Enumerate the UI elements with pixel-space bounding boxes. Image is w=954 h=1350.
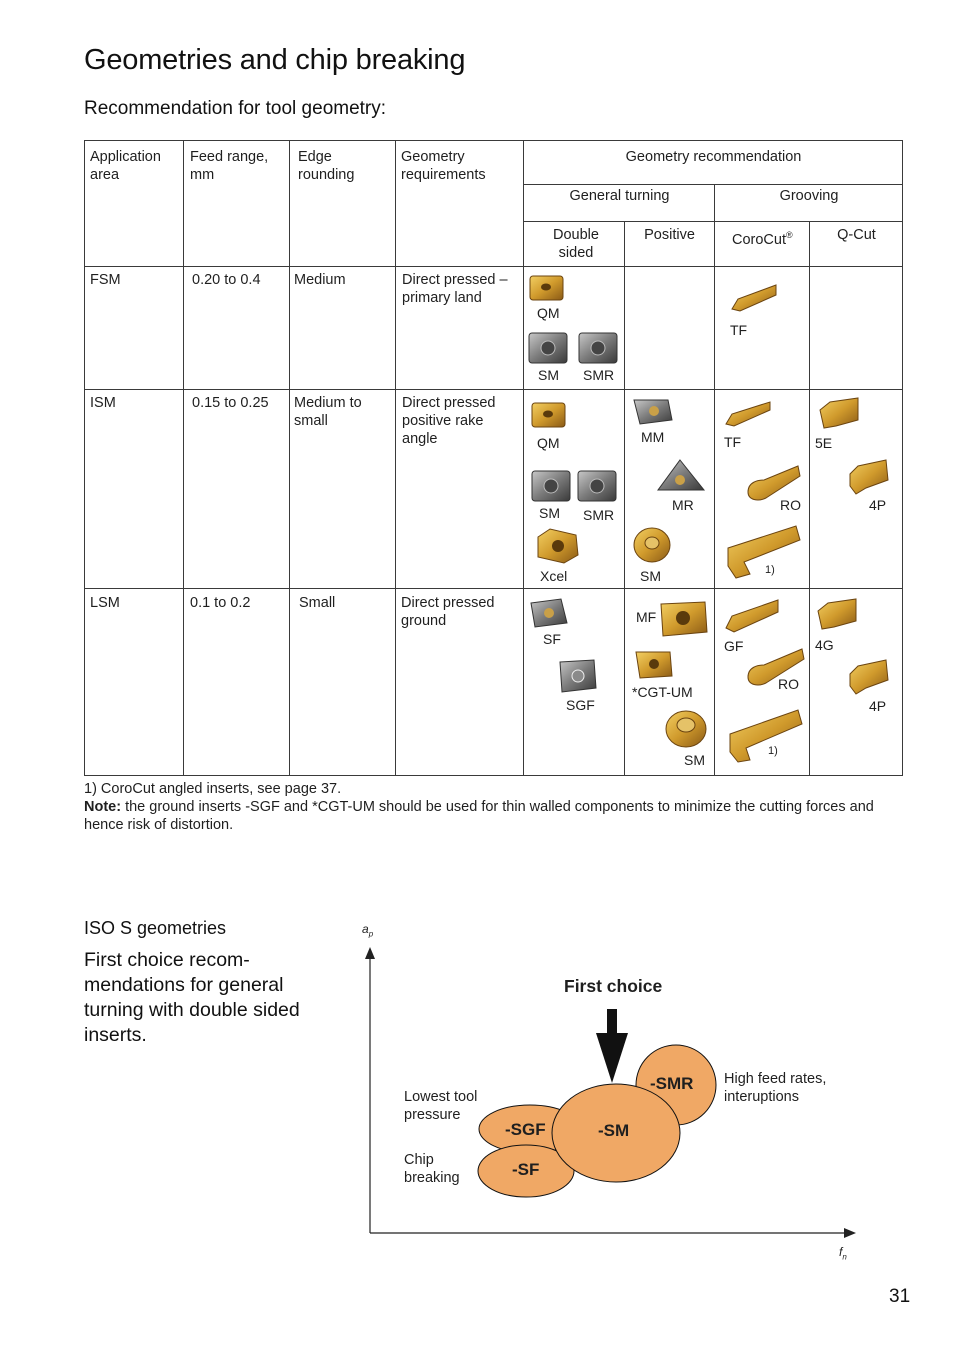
row-lsm-feed: 0.1 to 0.2 (190, 595, 251, 611)
insert-4g-qcut-icon (814, 597, 860, 633)
y-axis-arrow (365, 947, 375, 959)
page-title: Geometries and chip breaking (84, 44, 466, 76)
label-lsm-cgt-um: *CGT-UM (632, 684, 693, 700)
y-axis-label: $a_p$ (362, 922, 374, 939)
label-ism-smr: SMR (583, 507, 615, 523)
ellipse-sf-label: -SF (512, 1160, 540, 1179)
row-fsm-feed: 0.20 to 0.4 (192, 272, 261, 288)
insert-smr-grey-icon (577, 331, 619, 365)
insert-tf-corocut-icon (728, 281, 780, 315)
insert-sm-grey-icon (527, 331, 569, 365)
header-geometry-requirements: Geometry requirements (401, 149, 486, 183)
label-lsm-gf: GF (724, 638, 744, 654)
insert-smr-grey-icon (576, 469, 618, 503)
label-ism-mm: MM (641, 429, 665, 445)
label-ism-qm: QM (537, 435, 560, 451)
x-axis-label: $f_n$ (839, 1245, 847, 1262)
insert-angled-corocut-icon (726, 706, 806, 766)
footnote-note: Note: the ground inserts -SGF and *CGT-UM should be used for thin walled components to minimize the cutting forces and hence risk of distortion. (84, 799, 874, 833)
label-ism-mr: MR (672, 497, 694, 513)
label-lsm-4g: 4G (815, 637, 834, 653)
insert-sm-grey-icon (530, 469, 572, 503)
insert-mm-icon (632, 396, 674, 428)
header-corocut: CoroCut® (732, 230, 793, 248)
insert-angled-corocut-icon (724, 522, 804, 582)
row-fsm-area: FSM (90, 272, 121, 288)
label-ism-5e: 5E (815, 435, 833, 451)
insert-sgf-icon (556, 658, 600, 694)
label-fsm-qm: QM (537, 305, 560, 321)
label-lsm-ro: RO (778, 676, 799, 692)
label-lsm-sgf: SGF (566, 697, 595, 713)
label-fsm-smr: SMR (583, 367, 615, 383)
page-number: 31 (889, 1286, 911, 1307)
insert-round-sm-icon (664, 709, 708, 749)
row-ism-edge: Medium to small (294, 395, 362, 429)
insert-mf-icon (659, 600, 709, 638)
insert-sf-icon (529, 597, 569, 629)
header-general-turning: General turning (569, 188, 670, 204)
label-ism-sm: SM (539, 505, 560, 521)
label-ism-footnote-ref: 1) (765, 564, 775, 576)
label-lsm-4p: 4P (869, 698, 887, 714)
insert-mr-triangle-icon (656, 458, 706, 494)
high-feed-label: High feed rates, interuptions (724, 1071, 827, 1105)
row-ism-area: ISM (90, 395, 116, 411)
row-fsm-edge: Medium (294, 272, 346, 288)
geometry-diagram (340, 915, 870, 1265)
row-ism-requirements: Direct pressed positive rake angle (402, 395, 496, 447)
insert-xcel-icon (532, 525, 582, 567)
label-fsm-tf: TF (730, 322, 748, 338)
row-fsm-requirements: Direct pressed – primary land (402, 272, 508, 306)
label-lsm-sm: SM (684, 752, 705, 768)
header-grooving: Grooving (779, 188, 839, 204)
label-fsm-sm: SM (538, 367, 559, 383)
header-geometry-recommendation: Geometry recommendation (625, 149, 802, 165)
ellipse-sm-label: -SM (598, 1121, 630, 1140)
insert-qm-gold-icon (530, 400, 568, 430)
header-positive: Positive (644, 227, 695, 243)
row-lsm-requirements: Direct pressed ground (401, 595, 495, 629)
insert-ro-corocut-icon (744, 462, 804, 502)
label-lsm-sf: SF (543, 631, 561, 647)
footnote-corocut: 1) CoroCut angled inserts, see page 37. (84, 781, 342, 797)
label-ism-tf: TF (724, 434, 742, 450)
header-edge-rounding: Edge rounding (298, 149, 355, 183)
insert-qm-gold-icon (528, 273, 566, 303)
x-axis-arrow (844, 1228, 856, 1238)
label-ism-xcel: Xcel (540, 568, 568, 584)
ellipse-smr-label: -SMR (650, 1074, 694, 1093)
label-ism-4p: 4P (869, 497, 887, 513)
label-ism-sm-positive: SM (640, 568, 661, 584)
row-lsm-edge: Small (299, 595, 336, 611)
iso-heading: ISO S geometries (84, 918, 227, 938)
insert-4p-qcut-icon (846, 458, 892, 498)
lowest-tool-pressure-label: Lowest tool pressure (404, 1089, 478, 1123)
header-double-sided: Double sided (553, 227, 599, 261)
insert-tf-corocut-icon (722, 398, 774, 428)
geometry-table (84, 140, 903, 776)
first-choice-label: First choice (564, 976, 663, 996)
section-subtitle: Recommendation for tool geometry: (84, 98, 387, 119)
header-feed-range: Feed range, mm (190, 149, 269, 183)
chip-breaking-label: Chip breaking (404, 1152, 460, 1186)
row-ism-feed: 0.15 to 0.25 (192, 395, 269, 411)
header-application-area: Application area (90, 149, 161, 183)
iso-text: First choice recom-mendations for general turning with double sided inserts. (84, 949, 300, 1046)
insert-cgt-um-icon (634, 648, 674, 682)
label-lsm-footnote-ref: 1) (768, 745, 778, 757)
label-lsm-mf: MF (636, 609, 657, 625)
first-choice-arrow-head (596, 1033, 628, 1083)
insert-5e-qcut-icon (816, 396, 862, 432)
label-ism-ro: RO (780, 497, 801, 513)
insert-4p-qcut-icon (846, 658, 892, 698)
insert-round-sm-icon (632, 525, 672, 565)
header-qcut: Q-Cut (837, 227, 876, 243)
insert-gf-corocut-icon (722, 598, 782, 634)
row-lsm-area: LSM (90, 595, 120, 611)
ellipse-sgf-label: -SGF (505, 1120, 546, 1139)
